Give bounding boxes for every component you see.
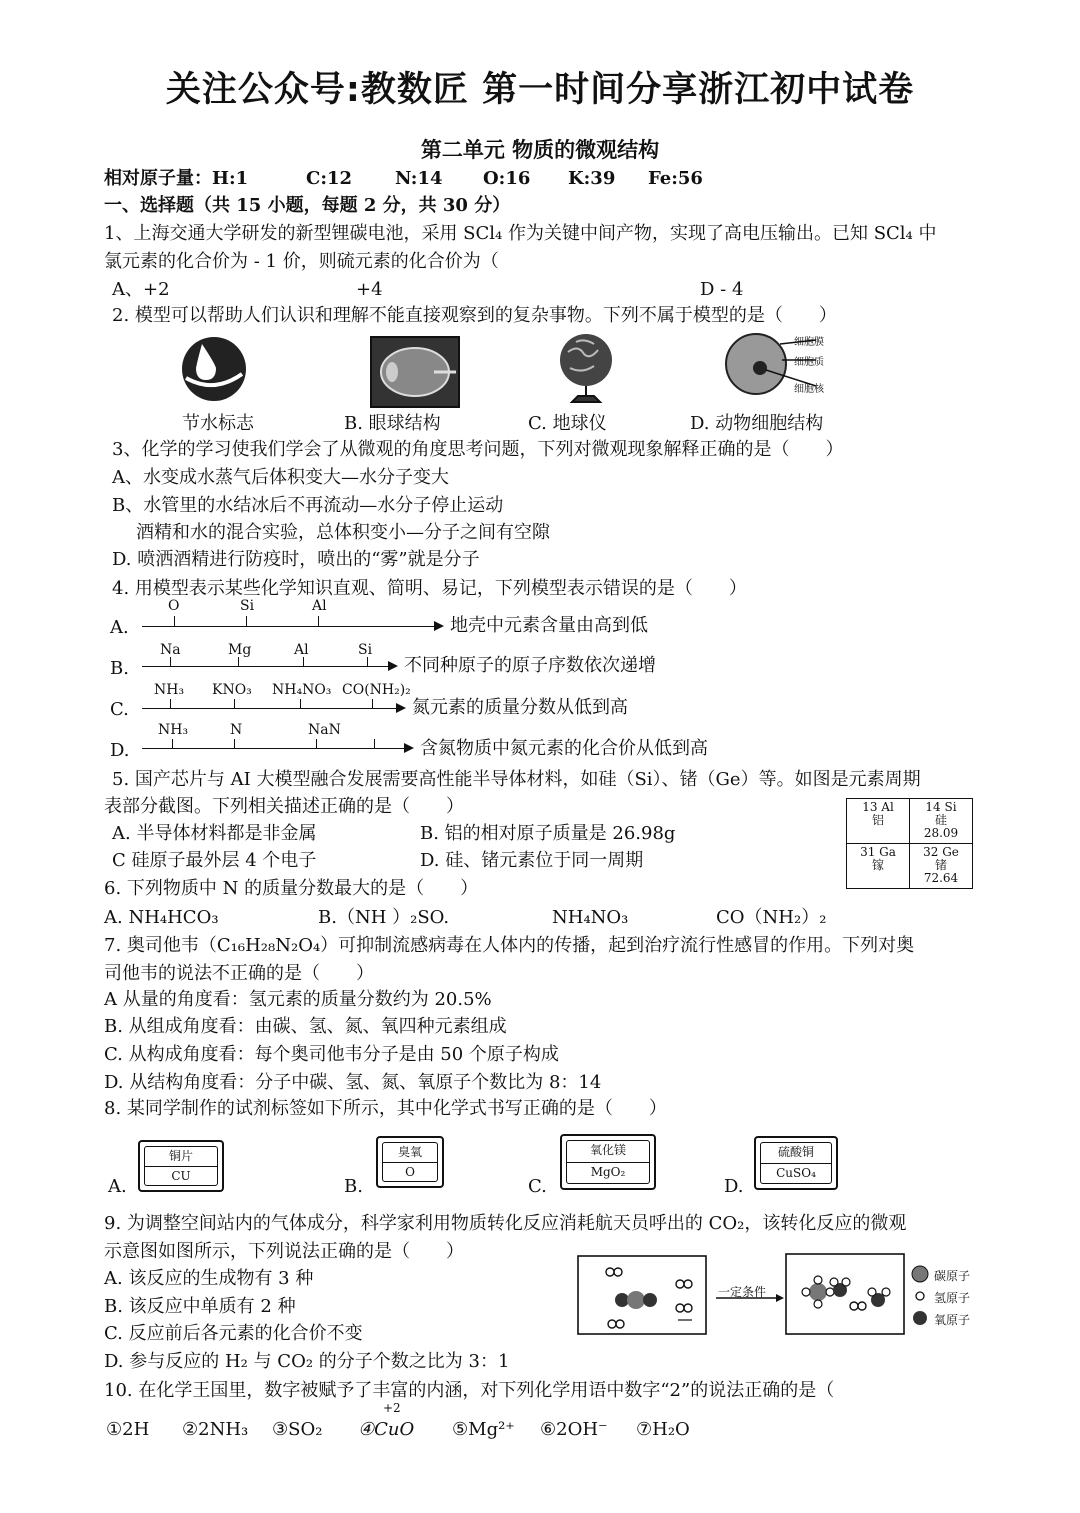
q8-stem: 8. 某同学制作的试剂标签如下所示，其中化学式书写正确的是（ ）	[104, 1098, 667, 1119]
q4-row-b-tick	[170, 657, 171, 667]
reaction-arrow-head	[776, 1294, 784, 1302]
q4-row-c-item: NH₃	[154, 682, 185, 698]
q2-option-d: D. 动物细胞结构	[690, 413, 824, 434]
globe-stand	[572, 386, 600, 402]
q8-letter-a: A.	[108, 1176, 127, 1197]
q4-row-c-item: KNO₃	[212, 682, 252, 698]
q4-stem: 4. 用模型表示某些化学知识直观、简明、易记，下列模型表示错误的是（ ）	[112, 578, 747, 599]
oxygen-atom-icon	[913, 1311, 927, 1325]
legend-carbon: 碳原子	[934, 1269, 971, 1283]
q9-option-a: A. 该反应的生成物有 3 种	[104, 1268, 314, 1289]
q6-option-d: CO（NH₂）₂	[716, 907, 827, 928]
q4-row-a-item: Al	[312, 598, 327, 614]
q10-item: ⑥2OH⁻	[540, 1419, 608, 1440]
element-cell-ga: 31 Ga 镓	[847, 844, 910, 889]
atomic-mass-fe: Fe:56	[648, 168, 703, 189]
water-molecule	[868, 1288, 890, 1307]
q3-stem: 3、化学的学习使我们学会了从微观的角度思考问题，下列对微观现象解释正确的是（ ）	[112, 439, 844, 460]
q5-option-c: C 硅原子最外层 4 个电子	[112, 850, 317, 871]
q8-letter-b: B.	[344, 1176, 363, 1197]
hydrogen-molecule	[676, 1280, 692, 1288]
q5-option-b: B. 铝的相对原子质量是 26.98g	[420, 823, 676, 844]
eyeball-lens	[386, 362, 398, 382]
q1-option-d: D - 4	[700, 279, 744, 300]
q1-stem-line1: 1、上海交通大学研发的新型锂碳电池，采用 SCl₄ 作为关键中间产物，实现了高电压输出。已知 SCl₄ 中	[104, 223, 937, 244]
water-saving-logo-figure	[176, 334, 252, 404]
atomic-mass-h: 相对原子量：H:1	[104, 168, 249, 189]
globe-sphere	[560, 334, 612, 386]
q3-option-b: B、水管里的水结冰后不再流动—水分子停止运动	[112, 495, 504, 516]
q9-option-b: B. 该反应中单质有 2 种	[104, 1296, 296, 1317]
q4-row-c-item: CO(NH₂)₂	[342, 682, 411, 698]
q4-row-c-tick	[234, 699, 235, 709]
q6-option-c: NH₄NO₃	[552, 907, 629, 928]
hydrogen-atom-icon	[916, 1292, 924, 1300]
reagent-label-b: 臭氧 O	[376, 1136, 444, 1188]
legend-hydrogen: 氢原子	[934, 1291, 971, 1305]
q4-row-c-tick	[300, 699, 301, 709]
q9-stem-line2: 示意图如图所示，下列说法正确的是（ ）	[104, 1241, 464, 1262]
q10-item: ⑦H₂O	[636, 1419, 690, 1440]
q5-stem-line1: 5. 国产芯片与 AI 大模型融合发展需要高性能半导体材料，如硅（Si）、锗（Ge）等。如图是元素周期	[112, 769, 921, 790]
q7-stem-line1: 7. 奥司他韦（C₁₆H₂₈N₂O₄）可抑制流感病毒在人体内的传播，起到治疗流行性感冒的作用。下列对奥	[104, 935, 915, 956]
atomic-mass-k: K:39	[568, 168, 616, 189]
q4-row-d-arrow	[142, 748, 412, 749]
hydrogen-molecule	[850, 1302, 866, 1310]
atomic-mass-c: C:12	[306, 168, 353, 189]
q4-row-d-tick	[316, 739, 317, 749]
q1-option-a: A、+2	[112, 279, 170, 300]
q7-option-d: D. 从结构角度看：分子中碳、氢、氮、氧原子个数比为 8：14	[104, 1072, 602, 1093]
q4-row-a-tick	[174, 616, 175, 626]
reagent-label-a: 铜片 CU	[138, 1140, 224, 1192]
q10-item: ②2NH₃	[182, 1419, 249, 1440]
q4-row-c-tick	[372, 699, 373, 709]
methane-molecule	[802, 1276, 834, 1308]
q4-row-b-tick	[367, 657, 368, 667]
section-heading: 一、选择题（共 15 小题，每题 2 分，共 30 分）	[104, 195, 511, 216]
q1-stem-line2: 氯元素的化合价为 - 1 价，则硫元素的化合价为（	[104, 251, 499, 272]
q4-row-d-item: NH₃	[158, 722, 189, 738]
q9-option-d: D. 参与反应的 H₂ 与 CO₂ 的分子个数之比为 3：1	[104, 1351, 510, 1372]
q5-option-a: A. 半导体材料都是非金属	[112, 823, 317, 844]
q3-option-d: D. 喷洒酒精进行防疫时，喷出的“雾”就是分子	[112, 549, 480, 570]
unit-title: 第二单元 物质的微观结构	[420, 137, 660, 162]
q6-stem: 6. 下列物质中 N 的质量分数最大的是（ ）	[104, 878, 479, 899]
q4-row-b-desc: 不同种原子的原子序数依次递增	[404, 655, 656, 676]
q2-option-b: B. 眼球结构	[344, 413, 441, 434]
q4-row-c-arrow	[142, 708, 404, 709]
q4-row-a-item: Si	[240, 598, 255, 614]
q4-row-b-item: Na	[160, 642, 181, 658]
hydrogen-molecule	[676, 1304, 692, 1312]
q7-option-c: C. 从构成角度看：每个奥司他韦分子是由 50 个原子构成	[104, 1044, 559, 1065]
q4-row-c-letter: C.	[110, 699, 129, 720]
element-cell-al: 13 Al 铝	[847, 799, 910, 844]
q3-option-c: 酒精和水的混合实验，总体积变小—分子之间有空隙	[136, 522, 550, 543]
q4-row-b-letter: B.	[110, 658, 129, 679]
q4-row-c-desc: 氮元素的质量分数从低到高	[412, 697, 628, 718]
cell-label-nucleus: 细胞核	[794, 384, 824, 395]
q4-row-b-arrow	[142, 666, 396, 667]
q4-row-c-item: NH₄NO₃	[272, 682, 332, 698]
element-cell-ge: 32 Ge 锗 72.64	[910, 844, 973, 889]
q4-row-d-letter: D.	[110, 740, 130, 761]
page-banner: 关注公众号:教数匠 第一时间分享浙江初中试卷	[165, 70, 915, 110]
q10-item: ①2H	[106, 1419, 150, 1440]
q4-row-b-item: Al	[294, 642, 309, 658]
q3-option-a: A、水变成水蒸气后体积变大—水分子变大	[112, 467, 449, 488]
q5-option-d: D. 硅、锗元素位于同一周期	[420, 850, 644, 871]
q4-row-c-tick	[170, 699, 171, 709]
q7-stem-line2: 司他韦的说法不正确的是（ ）	[104, 963, 374, 984]
legend-oxygen: 氧原子	[934, 1313, 971, 1327]
cell-label-cytoplasm: 细胞质	[794, 357, 824, 368]
reagent-label-c: 氧化镁 MgO₂	[560, 1134, 656, 1190]
q4-row-a-tick	[318, 616, 319, 626]
q6-option-b: B.（NH ）₂SO.	[318, 907, 450, 928]
q8-letter-c: C.	[528, 1176, 547, 1197]
carbon-atom-icon	[912, 1266, 928, 1282]
reaction-condition-label: 一定条件	[718, 1285, 767, 1299]
cuo-valence-mark: +2	[383, 1401, 401, 1415]
q4-row-d-tick	[374, 739, 375, 749]
q10-item: ④CuO	[358, 1419, 415, 1440]
q4-row-a-letter: A.	[110, 617, 129, 638]
q4-row-d-desc: 含氮物质中氮元素的化合价从低到高	[420, 738, 708, 759]
globe-figure	[554, 330, 618, 408]
q2-stem: 2. 模型可以帮助人们认识和理解不能直接观察到的复杂事物。下列不属于模型的是（ ）	[112, 305, 837, 326]
q4-row-a-item: O	[168, 598, 180, 614]
eyeball-figure	[370, 336, 460, 408]
q9-option-c: C. 反应前后各元素的化合价不变	[104, 1323, 363, 1344]
cell-label-membrane: 细胞膜	[794, 337, 824, 348]
element-cell-si: 14 Si 硅 28.09	[910, 799, 973, 844]
q7-option-a: A 从量的角度看：氢元素的质量分数约为 20.5%	[104, 989, 492, 1010]
q10-item: ③SO₂	[272, 1419, 323, 1440]
q4-row-a-desc: 地壳中元素含量由高到低	[450, 615, 648, 636]
hydrogen-molecule	[606, 1268, 622, 1276]
q9-stem-line1: 9. 为调整空间站内的气体成分，科学家利用物质转化反应消耗航天员呼出的 CO₂，该转化反应的微观	[104, 1213, 907, 1234]
q4-row-d-item: N	[230, 722, 243, 738]
q4-row-a-tick	[246, 616, 247, 626]
q4-row-b-item: Si	[358, 642, 373, 658]
q4-row-d-item: NaN	[308, 722, 341, 738]
reagent-label-d: 硫酸铜 CuSO₄	[754, 1136, 838, 1190]
cell-nucleus	[753, 361, 767, 375]
q4-row-a-arrow	[142, 626, 442, 627]
q7-option-b: B. 从组成角度看：由碳、氢、氮、氧四种元素组成	[104, 1016, 507, 1037]
q10-stem: 10. 在化学王国里，数字被赋予了丰富的内涵，对下列化学用语中数字“2”的说法正确的是（	[104, 1380, 835, 1401]
atom-legend-icons	[910, 1264, 930, 1328]
periodic-table-excerpt	[846, 798, 973, 889]
q4-row-d-tick	[172, 739, 173, 749]
carbon-dioxide-molecule	[615, 1291, 657, 1309]
atomic-mass-n: N:14	[395, 168, 443, 189]
atomic-mass-o: O:16	[483, 168, 531, 189]
q5-stem-line2: 表部分截图。下列相关描述正确的是（ ）	[104, 796, 464, 817]
q4-row-b-tick	[238, 657, 239, 667]
q2-option-a: 节水标志	[182, 413, 254, 434]
q2-option-c: C. 地球仪	[528, 413, 607, 434]
q10-item: ⑤Mg²⁺	[452, 1419, 515, 1440]
hydrogen-molecule	[608, 1320, 624, 1328]
q8-letter-d: D.	[724, 1176, 744, 1197]
q6-option-a: A. NH₄HCO₃	[104, 907, 219, 928]
q4-row-d-tick	[234, 739, 235, 749]
q1-option-c: +4	[356, 279, 383, 300]
q4-row-b-tick	[303, 657, 304, 667]
q4-row-b-item: Mg	[228, 642, 252, 658]
